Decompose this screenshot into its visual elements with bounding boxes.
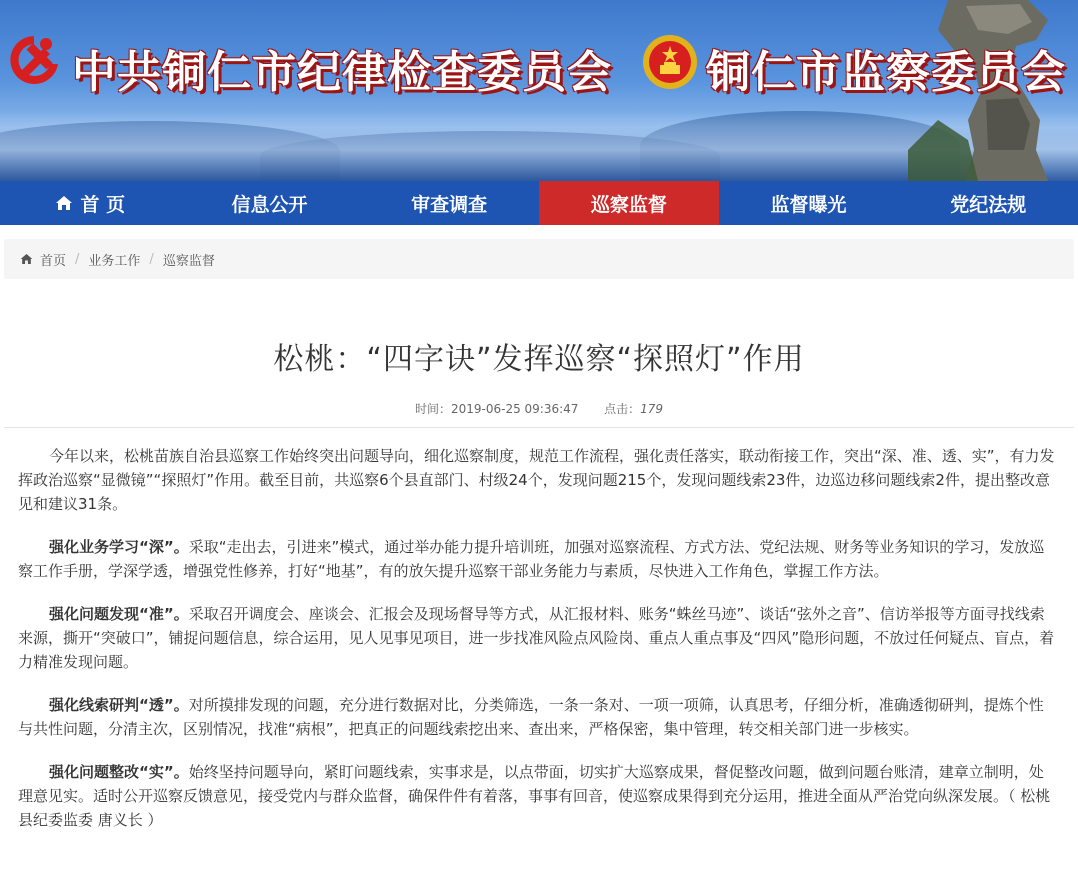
main-nav	[0, 181, 1078, 225]
breadcrumb-separator: /	[75, 251, 80, 267]
article-meta	[0, 400, 1078, 417]
home-icon	[55, 195, 73, 211]
nav-supervision-exposure[interactable]	[719, 181, 899, 225]
nav-label: 审查调查	[411, 193, 488, 216]
banner-title-right: 铜仁市监察委员会	[706, 47, 1066, 98]
article-paragraph	[18, 444, 1056, 516]
nav-home[interactable]	[0, 181, 180, 225]
article-title: 松桃：“四字诀”发挥巡察“探照灯”作用	[273, 342, 805, 377]
paragraph-text: 始终坚持问题导向，紧盯问题线索，实事求是，以点带面，切实扩大巡察成果，督促整改问题，做到问题台账清，建章立制明，处理意见实。适时公开巡察反馈意见，接受党内与群众监督，确保件件有着落，事事有回音，使巡察成果得到充分运用，推进全面从严治党向纵深发展。（ 松桃县纪委监委 唐义长 ）	[18, 763, 1051, 829]
hits-label: 点击：	[604, 402, 641, 416]
home-icon	[20, 253, 33, 265]
nav-label: 党纪法规	[950, 193, 1027, 216]
nav-label: 首 页	[80, 193, 126, 216]
breadcrumb-separator: /	[149, 251, 154, 267]
breadcrumb	[4, 239, 1074, 279]
paragraph-lead: 强化问题整改“实”。	[49, 763, 189, 781]
party-emblem-icon	[4, 30, 64, 90]
nav-label: 监督曝光	[770, 193, 847, 216]
nav-label: 信息公开	[231, 193, 308, 216]
nav-review-investigation[interactable]	[359, 181, 539, 225]
breadcrumb-home-link[interactable]: 首页	[40, 253, 67, 269]
article-paragraph	[18, 535, 1056, 583]
nav-inspection-supervision[interactable]	[539, 181, 719, 225]
national-emblem-icon	[640, 32, 700, 92]
paragraph-text: 采取“走出去，引进来”模式，通过举办能力提升培训班，加强对巡察流程、方式方法、党纪法规、财务等业务知识的学习，发放巡察工作手册，学深学透，增强党性修养，打好“地基”，有的放矢提升巡察干部业务能力与素质，尽快进入工作角色，掌握工作方法。	[18, 538, 1045, 580]
time-label: 时间：	[414, 402, 451, 416]
nav-info-disclosure[interactable]	[180, 181, 360, 225]
article-body	[0, 444, 1078, 832]
article-paragraph	[18, 693, 1056, 741]
paragraph-text: 对所摸排发现的问题，充分进行数据对比，分类筛选，一条一条对、一项一项筛，认真思考，仔细分析，准确透彻研判，提炼个性与共性问题，分清主次，区别情况，找准“病根”，把真正的问题线索挖出来、查出来，严格保密，集中管理，转交相关部门进一步核实。	[18, 696, 1044, 738]
paragraph-lead: 强化业务学习“深”。	[49, 538, 189, 556]
banner-title-left: 中共铜仁市纪律检查委员会	[72, 47, 612, 98]
paragraph-lead: 强化线索研判“透”。	[49, 696, 189, 714]
breadcrumb-business-link[interactable]: 业务工作	[88, 253, 141, 269]
nav-party-regulations[interactable]	[898, 181, 1078, 225]
hits-value: 179	[640, 402, 664, 416]
divider	[4, 427, 1074, 428]
paragraph-text: 今年以来，松桃苗族自治县巡察工作始终突出问题导向，细化巡察制度，规范工作流程，强化责任落实，联动衔接工作，突出“深、准、透、实”，有力发挥政治巡察“显微镜”“探照灯”作用。截至目前，共巡察6个县直部门、村级24个，发现问题215个，发现问题线索23件，边巡边移问题线索2件，提出整改意见和建议31条。	[18, 447, 1055, 513]
paragraph-lead: 强化问题发现“准”。	[49, 605, 189, 623]
site-banner	[0, 0, 1078, 181]
breadcrumb-current-link[interactable]: 巡察监督	[162, 253, 215, 269]
time-value: 2019-06-25 09:36:47	[450, 402, 579, 416]
article-paragraph	[18, 760, 1056, 832]
article-paragraph	[18, 602, 1056, 674]
nav-label: 巡察监督	[590, 193, 667, 216]
paragraph-text: 采取召开调度会、座谈会、汇报会及现场督导等方式，从汇报材料、账务“蛛丝马迹”、谈话“弦外之音”、信访举报等方面寻找线索来源，撕开“突破口”，铺捉问题信息，综合运用，见人见事见项目，进一步找准风险点风险岗、重点人重点事及“四风”隐形问题，不放过任何疑点、盲点，着力精准发现问题。	[18, 605, 1055, 671]
